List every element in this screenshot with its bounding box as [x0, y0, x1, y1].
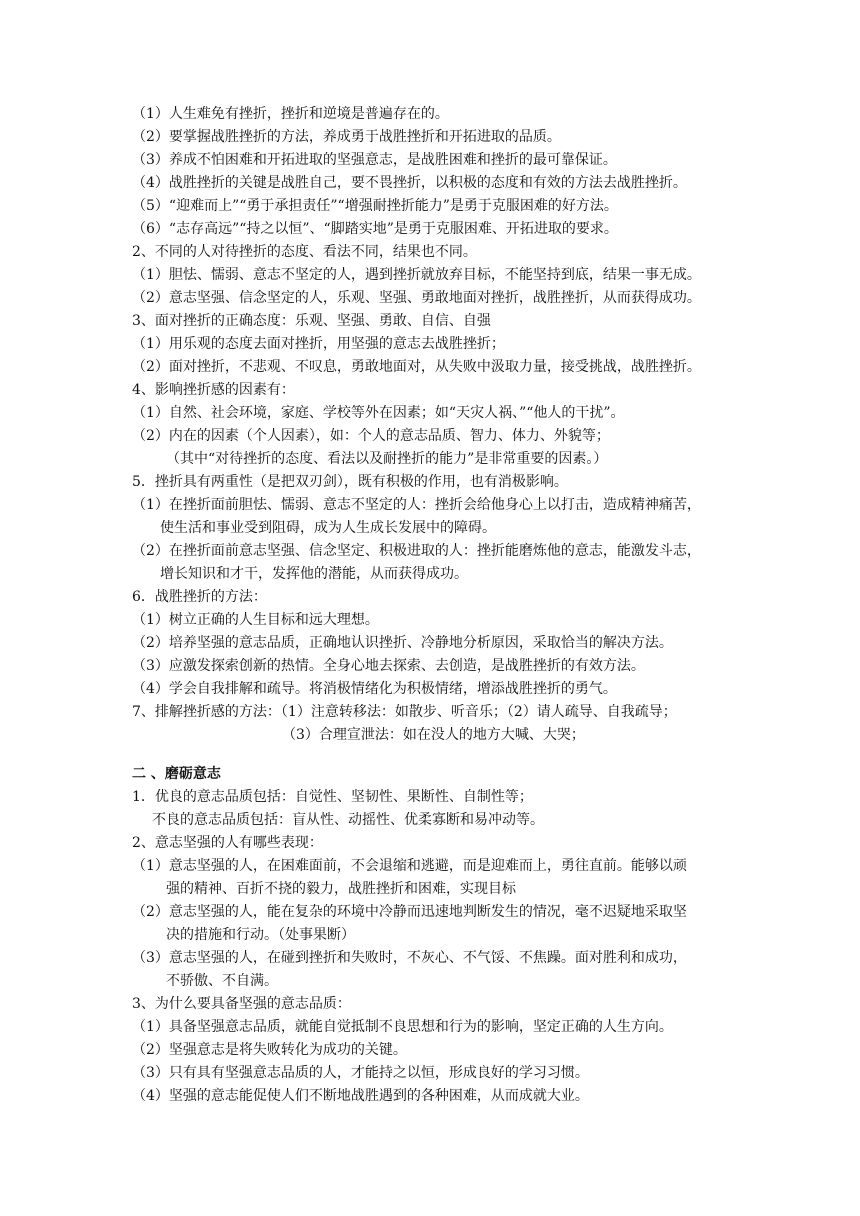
text-line: 2、不同的人对待挫折的态度、看法不同，结果也不同。: [132, 244, 477, 260]
text-line: （1）胆怯、懦弱、意志不坚定的人，遇到挫折就放弃目标，不能坚持到底，结果一事无成。: [132, 267, 701, 283]
text-line: （3）养成不怕困难和开拓进取的坚强意志，是战胜困难和挫折的最可靠保证。: [132, 152, 617, 168]
text-line: （1）在挫折面前胆怯、懦弱、意志不坚定的人：挫折会给他身心上以打击，造成精神痛苦，: [132, 497, 701, 513]
text-line: 3、面对挫折的正确态度：乐观、坚强、勇敢、自信、自强: [132, 313, 491, 329]
text-line: （1）意志坚强的人，在困难面前，不会退缩和逃避，而是迎难而上，勇往直前。能够以顽: [132, 858, 687, 874]
text-line: 使生活和事业受到阻碍，成为人生成长发展中的障碍。: [160, 520, 496, 536]
text-line: 1．优良的意志品质包括：自觉性、坚韧性、果断性、自制性等；: [132, 789, 533, 805]
text-line: 6．战胜挫折的方法：: [132, 589, 267, 605]
text-line: 不骄傲、不自满。: [166, 973, 278, 989]
text-line: （2）面对挫折，不悲观、不叹息，勇敢地面对，从失败中汲取力量，接受挑战，战胜挫折。: [132, 359, 701, 375]
text-line: 决的措施和行动。（处事果断）: [166, 927, 355, 943]
section-heading: 二 、磨砺意志: [132, 766, 221, 782]
text-line: （2）坚强意志是将失败转化为成功的关键。: [132, 1042, 407, 1058]
text-line: 7、排解挫折感的方法：（1）注意转移法：如散步、听音乐；（2）请人疏导、自我疏导；: [132, 704, 677, 720]
text-line: （5）“迎难而上”“勇于承担责任”“增强耐挫折能力”是勇于克服困难的好方法。: [132, 198, 618, 214]
text-line: 2、意志坚强的人有哪些表现：: [132, 835, 323, 851]
text-line: （4）学会自我排解和疏导。将消极情绪化为积极情绪，增添战胜挫折的勇气。: [132, 681, 617, 697]
text-line: （1）用乐观的态度去面对挫折，用坚强的意志去战胜挫折；: [132, 336, 505, 352]
text-line: （2）意志坚强的人，能在复杂的环境中冷静而迅速地判断发生的情况，毫不迟疑地采取坚: [132, 904, 687, 920]
text-line: （2）内在的因素（个人因素），如：个人的意志品质、智力、体力、外貌等；: [132, 428, 610, 444]
text-line: （3）应激发探索创新的热情。全身心地去探索、去创造，是战胜挫折的有效方法。: [132, 658, 645, 674]
text-line: （1）树立正确的人生目标和远大理想。: [132, 612, 379, 628]
text-line: （其中“对待挫折的态度、看法以及耐挫折的能力”是非常重要的因素。）: [166, 451, 608, 467]
text-line: （3）意志坚强的人，在碰到挫折和失败时，不灰心、不气馁、不焦躁。面对胜利和成功，: [132, 950, 687, 966]
text-line: （2）要掌握战胜挫折的方法，养成勇于战胜挫折和开拓进取的品质。: [132, 129, 561, 145]
text-line: 5．挫折具有两重性（是把双刃剑），既有积极的作用，也有消极影响。: [132, 474, 568, 490]
text-line: （6）“志存高远”“持之以恒”、“脚踏实地”是勇于克服困难、开拓进取的要求。: [132, 221, 618, 237]
text-line: 4、影响挫折感的因素有：: [132, 382, 295, 398]
text-line: 不良的意志品质包括：盲从性、动摇性、优柔寡断和易冲动等。: [152, 812, 544, 828]
text-line: （2）培养坚强的意志品质，正确地认识挫折、冷静地分析原因，采取恰当的解决方法。: [132, 635, 673, 651]
text-line: （2）意志坚强、信念坚定的人，乐观、坚强、勇敢地面对挫折，战胜挫折，从而获得成功。: [132, 290, 701, 306]
text-line: （3）合理宣泄法：如在没人的地方大喊、大哭；: [282, 727, 585, 743]
text-line: （4）战胜挫折的关键是战胜自己，要不畏挫折，以积极的态度和有效的方法去战胜挫折。: [132, 175, 687, 191]
text-line: 3、为什么要具备坚强的意志品质：: [132, 996, 351, 1012]
text-line: 增长知识和才干，发挥他的潜能，从而获得成功。: [160, 566, 468, 582]
text-line: 强的精神、百折不挠的毅力，战胜挫折和困难，实现目标: [166, 881, 516, 897]
text-line: （1）人生难免有挫折，挫折和逆境是普遍存在的。: [132, 106, 449, 122]
text-line: （3）只有具有坚强意志品质的人，才能持之以恒，形成良好的学习习惯。: [132, 1065, 589, 1081]
text-line: （4）坚强的意志能促使人们不断地战胜遇到的各种困难，从而成就大业。: [132, 1088, 589, 1104]
text-line: （2）在挫折面前意志坚强、信念坚定、积极进取的人：挫折能磨炼他的意志，能激发斗志，: [132, 543, 701, 559]
text-line: （1）自然、社会环境，家庭、学校等外在因素；如“天灾人祸、”“他人的干扰”。: [132, 405, 625, 421]
text-line: （1）具备坚强意志品质，就能自觉抵制不良思想和行为的影响，坚定正确的人生方向。: [132, 1019, 673, 1035]
